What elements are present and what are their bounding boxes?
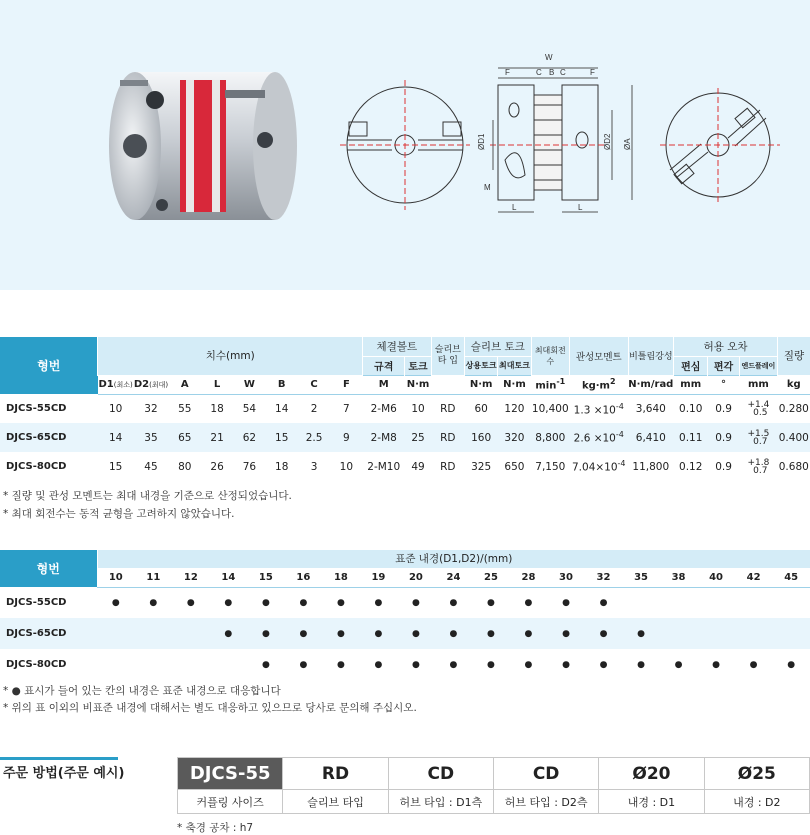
unit-d2: D2(최대)	[133, 375, 168, 394]
spec-cell-spd: 8,800	[535, 431, 566, 444]
spec-cell-eccentricity: 0.12	[679, 460, 703, 473]
bore-row	[0, 587, 810, 618]
shaft-tolerance-note: * 축경 공차 : h7	[177, 822, 254, 834]
order-desc-cell: 슬리브 타입	[283, 790, 388, 814]
bore-size-header: 35	[622, 568, 660, 587]
spec-cell-bt: 49	[411, 460, 425, 473]
unit-stiffness: N·m/rad	[628, 375, 674, 394]
bore-empty-cell	[772, 618, 810, 649]
spec-cell-angle: 0.9	[715, 402, 732, 415]
spec-cell-eccentricity: 0.11	[679, 431, 703, 444]
bore-available-dot: ●	[261, 628, 270, 639]
bore-size-header: 25	[472, 568, 510, 587]
bore-available-dot: ●	[374, 628, 383, 639]
spec-cell-inertia: $2.6 \times 10^{-4}$	[573, 430, 624, 445]
label-w: W	[545, 53, 553, 62]
bore-size-header: 28	[510, 568, 548, 587]
bore-available-dot: ●	[224, 628, 233, 639]
spec-cell-m: 2-M10	[367, 460, 401, 473]
bore-empty-cell	[135, 649, 173, 680]
bore-size-header: 24	[435, 568, 473, 587]
bore-available-dot: ●	[299, 659, 308, 670]
label-c-left: C	[536, 68, 542, 77]
col-header-mass: 질량	[778, 337, 810, 375]
spec-table	[0, 337, 810, 481]
spec-cell-end-play: +1.4 0.5	[747, 399, 770, 418]
spec-cell-angle: 0.9	[715, 460, 732, 473]
bore-cell-model: DJCS-65CD	[6, 628, 67, 639]
col-header-bolt-torque: 토크	[405, 356, 431, 375]
spec-cell-b: 14	[275, 402, 289, 415]
bore-size-header: 10	[97, 568, 135, 587]
spec-cell-d2: 45	[144, 460, 158, 473]
bore-note-1: * ● 표시가 들어 있는 칸의 내경은 표준 내경으로 대응합니다	[3, 685, 281, 697]
bore-available-dot: ●	[487, 597, 495, 608]
bore-empty-cell	[735, 618, 773, 649]
bore-available-dot: ●	[374, 597, 383, 608]
unit-speed: $\min^{-1}$	[531, 375, 569, 394]
unit-inertia: $kg\cdot m^2$	[569, 375, 628, 394]
bore-available-dot: ●	[487, 659, 495, 670]
col-header-rated-torque: 상용토크	[464, 356, 497, 375]
spec-note-1: * 질량 및 관성 모멘트는 최대 내경을 기준으로 산정되었습니다.	[3, 490, 292, 502]
order-code-cell: DJCS-55	[178, 758, 283, 790]
bore-available-dot: ●	[562, 659, 570, 670]
bore-available-dot: ●	[261, 597, 270, 608]
bore-available-dot: ●	[524, 659, 533, 670]
coupling-drawings	[0, 0, 810, 290]
order-code-cell: Ø25	[704, 758, 809, 790]
bore-available-dot: ●	[599, 628, 608, 639]
bore-available-dot: ●	[412, 597, 420, 608]
spec-cell-model: DJCS-65CD	[6, 432, 67, 443]
order-desc-cell: 허브 타입 : D2측	[493, 790, 598, 814]
bore-available-dot: ●	[749, 659, 758, 670]
spec-cell-m: 2-M6	[370, 402, 397, 415]
bore-empty-cell	[172, 649, 210, 680]
bore-size-header: 18	[322, 568, 360, 587]
bore-available-dot: ●	[637, 628, 645, 639]
col-header-sleeve-torque: 슬리브 토크	[464, 337, 531, 356]
label-f-right: F	[590, 68, 595, 77]
order-code-cell: CD	[388, 758, 493, 790]
label-a: ØA	[623, 138, 632, 150]
spec-cell-w: 62	[242, 431, 257, 444]
bore-empty-cell	[210, 649, 248, 680]
unit-m: M	[363, 375, 405, 394]
order-desc-cell: 내경 : D2	[704, 790, 809, 814]
col-header-bolt: 체결볼트	[363, 337, 432, 356]
col-header-torsional-stiffness: 비틀림강성	[628, 337, 674, 375]
col-header-inertia: 관성모멘트	[569, 337, 628, 375]
spec-cell-l: 21	[210, 431, 224, 444]
bore-available-dot: ●	[712, 659, 720, 670]
col-header-tolerance: 허용 오차	[674, 337, 778, 356]
unit-end-play: mm	[739, 375, 777, 394]
bore-available-dot: ●	[412, 628, 420, 639]
bore-header-title: 표준 내경(D1,D2)/(mm)	[97, 550, 810, 568]
bore-available-dot: ●	[674, 659, 683, 670]
spec-cell-bt: 10	[411, 402, 425, 415]
order-desc-cell: 허브 타입 : D1측	[388, 790, 493, 814]
spec-cell-l: 26	[210, 460, 224, 473]
bore-available-dot: ●	[524, 597, 533, 608]
spec-cell-spd: 10,400	[531, 402, 569, 415]
spec-cell-bt: 25	[411, 431, 425, 444]
bore-available-dot: ●	[412, 659, 420, 670]
spec-cell-st: RD	[440, 402, 456, 415]
bore-size-header: 12	[172, 568, 210, 587]
bore-cell-model: DJCS-55CD	[6, 597, 67, 608]
bore-available-dot: ●	[261, 659, 270, 670]
spec-cell-inertia: $1.3 \times 10^{-4}$	[573, 401, 624, 416]
col-header-model: 형번	[0, 337, 98, 394]
spec-cell-rt: 60	[474, 402, 488, 415]
spec-cell-mass: 0.680	[778, 460, 809, 473]
spec-cell-mt: 120	[504, 402, 525, 415]
coupling-photo	[109, 72, 297, 220]
bore-empty-cell	[772, 587, 810, 618]
end-view-right	[660, 88, 780, 205]
bore-table	[0, 550, 810, 680]
unit-w: W	[233, 375, 265, 394]
bore-empty-cell	[697, 587, 735, 618]
bore-available-dot: ●	[374, 659, 383, 670]
col-header-eccentricity: 편심	[674, 356, 708, 375]
bore-available-dot: ●	[149, 597, 158, 608]
bore-available-dot: ●	[299, 628, 308, 639]
col-header-bolt-spec: 규격	[363, 356, 405, 375]
end-view-left	[340, 80, 470, 210]
bore-empty-cell	[660, 587, 698, 618]
label-l-left: L	[512, 203, 517, 212]
bore-note-2: * 위의 표 이외의 비표준 내경에 대해서는 별도 대응하고 있으므로 당사로 문의해 주십시오.	[3, 702, 417, 714]
label-f-left: F	[505, 68, 510, 77]
order-code-cell: CD	[493, 758, 598, 790]
spec-cell-a: 55	[178, 402, 192, 415]
bore-available-dot: ●	[562, 628, 570, 639]
spec-cell-end-play: +1.5 0.7	[747, 428, 770, 447]
bore-available-dot: ●	[111, 597, 120, 608]
bore-available-dot: ●	[336, 628, 345, 639]
bore-empty-cell	[660, 618, 698, 649]
unit-f: F	[330, 375, 362, 394]
spec-cell-w: 54	[242, 402, 257, 415]
bore-size-header: 14	[210, 568, 248, 587]
bore-available-dot: ●	[599, 659, 608, 670]
product-drawing-area	[0, 0, 810, 290]
spec-row	[0, 394, 810, 423]
bore-cell-model: DJCS-80CD	[6, 659, 67, 670]
spec-cell-d2: 35	[144, 431, 158, 444]
bore-empty-cell	[697, 618, 735, 649]
col-header-max-torque: 최대토크	[498, 356, 531, 375]
unit-angle: °	[708, 375, 739, 394]
spec-cell-a: 80	[178, 460, 192, 473]
bore-empty-cell	[735, 587, 773, 618]
spec-cell-mass: 0.400	[778, 431, 809, 444]
spec-cell-d1: 10	[108, 402, 123, 415]
unit-d1: D1(최소)	[98, 375, 133, 394]
order-desc-cell: 커플링 사이즈	[178, 790, 283, 814]
order-title-underline	[0, 757, 118, 760]
spec-cell-angle: 0.9	[715, 431, 732, 444]
unit-l: L	[201, 375, 233, 394]
bore-row	[0, 618, 810, 649]
bore-available-dot: ●	[336, 597, 345, 608]
spec-row	[0, 423, 810, 452]
bore-available-dot: ●	[787, 659, 796, 670]
bore-size-header: 19	[360, 568, 398, 587]
spec-cell-d1: 15	[108, 460, 123, 473]
label-d1: ØD1	[477, 133, 486, 150]
spec-cell-d1: 14	[108, 431, 123, 444]
bore-available-dot: ●	[299, 597, 308, 608]
spec-cell-rt: 160	[471, 431, 492, 444]
unit-bolt-torque: N·m	[405, 375, 431, 394]
spec-cell-d2: 32	[144, 402, 158, 415]
bore-empty-cell	[97, 649, 135, 680]
spec-cell-st: RD	[440, 460, 456, 473]
spec-cell-mt: 320	[504, 431, 525, 444]
unit-b: B	[266, 375, 298, 394]
bore-available-dot: ●	[599, 597, 608, 608]
spec-cell-b: 18	[275, 460, 289, 473]
bore-size-header: 11	[135, 568, 173, 587]
bore-size-header: 20	[397, 568, 435, 587]
spec-cell-stiffness: 11,800	[632, 460, 670, 473]
order-desc-cell: 내경 : D1	[599, 790, 704, 814]
bore-empty-cell	[172, 618, 210, 649]
bore-available-dot: ●	[186, 597, 195, 608]
col-header-sleeve-type: 슬리브 타 입	[431, 337, 464, 375]
label-b: B	[549, 68, 555, 77]
label-l-right: L	[578, 203, 583, 212]
spec-row	[0, 452, 810, 481]
col-header-end-play: 엔드플레이	[739, 356, 777, 375]
spec-cell-f: 9	[343, 431, 350, 444]
bore-available-dot: ●	[524, 628, 533, 639]
bore-available-dot: ●	[487, 628, 495, 639]
spec-note-2: * 최대 회전수는 동적 균형을 고려하지 않았습니다.	[3, 508, 235, 520]
label-d2: ØD2	[603, 133, 612, 150]
spec-cell-end-play: +1.8 0.7	[747, 457, 770, 476]
order-code-cell: RD	[283, 758, 388, 790]
bore-available-dot: ●	[449, 659, 458, 670]
bore-size-header: 40	[697, 568, 735, 587]
bore-available-dot: ●	[224, 597, 233, 608]
unit-a: A	[169, 375, 201, 394]
unit-mass: kg	[778, 375, 810, 394]
bore-available-dot: ●	[449, 597, 458, 608]
bore-size-header: 32	[585, 568, 623, 587]
spec-cell-stiffness: 6,410	[635, 431, 666, 444]
bore-available-dot: ●	[562, 597, 570, 608]
spec-cell-model: DJCS-80CD	[6, 461, 67, 472]
bore-available-dot: ●	[449, 628, 458, 639]
bore-size-header: 15	[247, 568, 285, 587]
unit-eccentricity: mm	[674, 375, 708, 394]
spec-cell-model: DJCS-55CD	[6, 403, 67, 414]
bore-size-header: 38	[660, 568, 698, 587]
bore-empty-cell	[97, 618, 135, 649]
spec-cell-inertia: $7.04\times 10^{-4}$	[572, 459, 626, 474]
order-example-table	[177, 757, 810, 814]
bore-available-dot: ●	[336, 659, 345, 670]
spec-cell-c: 3	[310, 460, 318, 473]
unit-max-torque: N·m	[498, 375, 531, 394]
spec-cell-eccentricity: 0.10	[679, 402, 703, 415]
spec-cell-w: 76	[242, 460, 257, 473]
spec-cell-f: 10	[339, 460, 354, 473]
bore-size-header: 30	[547, 568, 585, 587]
order-code-cell: Ø20	[599, 758, 704, 790]
spec-cell-stiffness: 3,640	[635, 402, 666, 415]
unit-rated-torque: N·m	[464, 375, 497, 394]
bore-header-model: 형번	[0, 550, 97, 587]
label-c-right: C	[560, 68, 566, 77]
spec-cell-a: 65	[178, 431, 192, 444]
spec-cell-mt: 650	[504, 460, 525, 473]
unit-c: C	[298, 375, 330, 394]
bore-empty-cell	[135, 618, 173, 649]
spec-cell-c: 2.5	[305, 431, 323, 444]
bore-size-header: 42	[735, 568, 773, 587]
unit-sleeve-type	[431, 375, 464, 394]
bore-size-header: 16	[285, 568, 323, 587]
bore-size-header: 45	[772, 568, 810, 587]
bore-row	[0, 649, 810, 680]
col-header-max-speed: 최대회전수	[531, 337, 569, 375]
spec-cell-f: 7	[343, 402, 350, 415]
spec-cell-spd: 7,150	[535, 460, 566, 473]
spec-cell-c: 2	[310, 402, 318, 415]
order-title: 주문 방법(주문 예시)	[3, 766, 125, 781]
col-header-angle: 편각	[708, 356, 739, 375]
col-header-dimensions: 치수(mm)	[98, 337, 363, 375]
spec-cell-l: 18	[210, 402, 224, 415]
bore-available-dot: ●	[637, 659, 645, 670]
spec-cell-st: RD	[440, 431, 456, 444]
label-m: M	[484, 183, 491, 192]
spec-cell-b: 15	[275, 431, 289, 444]
spec-cell-rt: 325	[471, 460, 492, 473]
bore-empty-cell	[622, 587, 660, 618]
spec-cell-mass: 0.280	[778, 402, 809, 415]
spec-cell-m: 2-M8	[370, 431, 397, 444]
